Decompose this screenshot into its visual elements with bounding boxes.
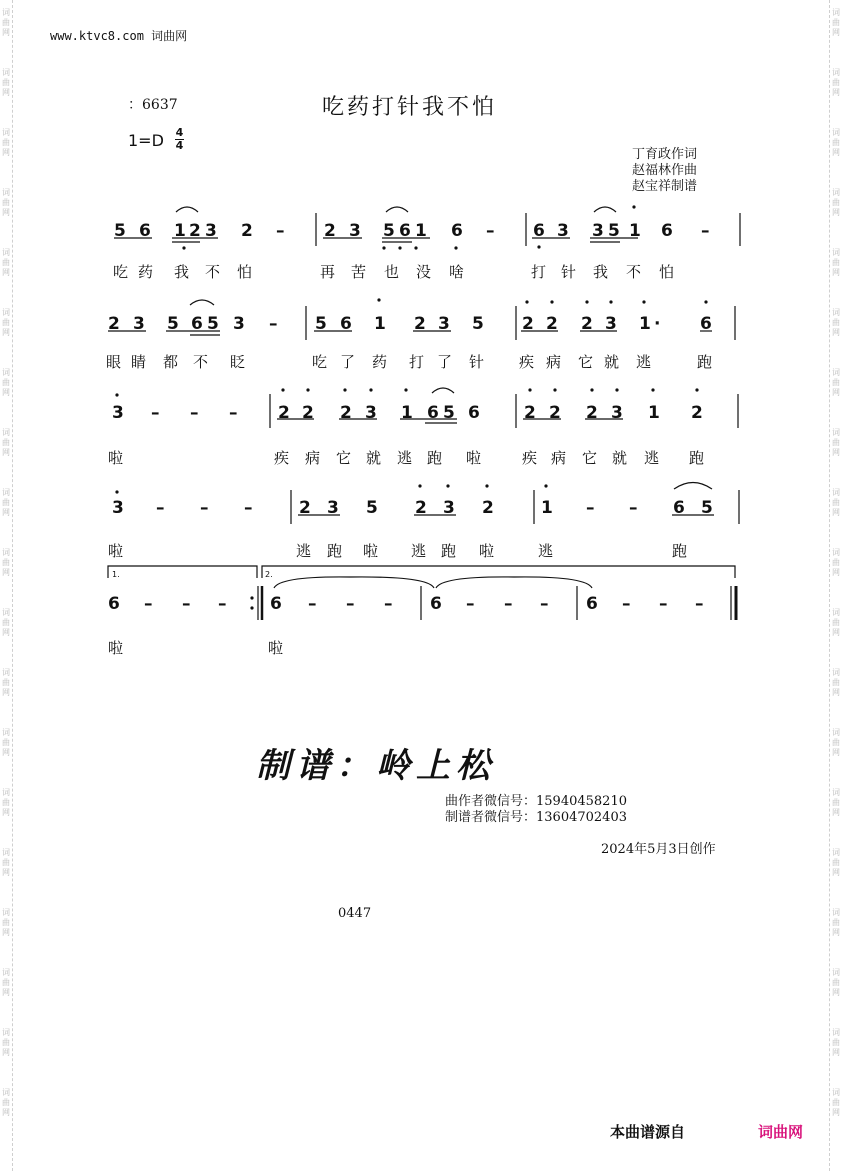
dash: – (695, 594, 704, 614)
note: 1 (541, 498, 553, 518)
watermark-text: 词 曲 网 (832, 1088, 840, 1117)
note: 1 (401, 403, 413, 423)
volta-bracket-1 (108, 566, 257, 578)
watermark-text: 词 曲 网 (832, 668, 840, 697)
lyric: 我 (174, 263, 190, 281)
note: 2 (278, 403, 290, 423)
dash: – (504, 594, 513, 614)
tie (274, 577, 434, 588)
composer-wechat: 曲作者微信号：15940458210 (445, 794, 627, 809)
dash: – (156, 498, 165, 518)
watermark-text: 词 曲 网 (832, 368, 840, 397)
lyric: 我 (593, 263, 609, 281)
note: 3 (112, 498, 124, 518)
lyric: 跑 (327, 542, 343, 560)
lyric: 就 (612, 449, 628, 467)
dot: · (654, 314, 661, 334)
note: 6 (108, 594, 120, 614)
dash: – (346, 594, 355, 614)
lyric: 都 (163, 353, 179, 371)
lyric: 打 (409, 353, 425, 371)
dash: – (182, 594, 191, 614)
lyric: 跑 (697, 353, 713, 371)
note: 5 (472, 314, 484, 334)
transcriber-wechat: 制谱者微信号：13604702403 (445, 810, 627, 825)
lyric: 跑 (689, 449, 705, 467)
note: 6 (673, 498, 685, 518)
lyric: 怕 (237, 263, 253, 281)
key-signature: 1=D (128, 131, 164, 150)
lyric: 逃 (296, 542, 312, 560)
note: 5 (315, 314, 327, 334)
note: 3 (349, 221, 361, 241)
dash: – (229, 403, 238, 423)
lyric: 它 (336, 449, 352, 467)
watermark-text: 词 曲 网 (832, 428, 840, 457)
tie (436, 577, 592, 588)
lyric: 啦 (268, 639, 284, 657)
note: 2 (302, 403, 314, 423)
creation-date: 2024年5月3日创作 (601, 842, 716, 857)
note: 1 (629, 221, 641, 241)
lyric: 睛 (131, 353, 147, 371)
note: 2 (299, 498, 311, 518)
lyric: 怕 (659, 263, 675, 281)
lyric: 没 (416, 263, 432, 281)
transcriber-credit: 赵宝祥制谱 (632, 179, 698, 194)
note: 6 (468, 403, 480, 423)
lyric: 吃 (312, 353, 328, 371)
note: 1 (648, 403, 660, 423)
note: 5 (114, 221, 126, 241)
time-signature-top: 4 (175, 126, 184, 139)
note: 5 (701, 498, 713, 518)
slur (432, 388, 454, 393)
lyric: 病 (546, 353, 562, 371)
note: 2 (415, 498, 427, 518)
lyric: 不 (205, 263, 221, 281)
site-url[interactable]: www.ktvc8.com 词曲网 (50, 29, 188, 43)
note: 3 (133, 314, 145, 334)
lyric: 眨 (230, 353, 246, 371)
watermark-text: 词 曲 网 (2, 548, 10, 577)
note: 3 (112, 403, 124, 423)
lyric: 了 (437, 353, 453, 371)
watermark-text: 词 曲 网 (2, 248, 10, 277)
dash: – (308, 594, 317, 614)
lyric: 病 (305, 449, 321, 467)
note: 6 (270, 594, 282, 614)
lyric: 啦 (108, 639, 124, 657)
note: 6 (586, 594, 598, 614)
note: 3 (557, 221, 569, 241)
lyric: 眼 (106, 353, 122, 371)
lyric: 逃 (644, 449, 660, 467)
watermark-text: 词 曲 网 (832, 848, 840, 877)
dash: – (269, 314, 278, 334)
note: 5 (608, 221, 620, 241)
note: 2 (546, 314, 558, 334)
watermark-text: 词 曲 网 (2, 848, 10, 877)
note: 3 (443, 498, 455, 518)
watermark-text: 词 曲 网 (832, 968, 840, 997)
note: 2 (524, 403, 536, 423)
watermark-text: 词 曲 网 (832, 908, 840, 937)
note: 3 (205, 221, 217, 241)
lyric: 疾 (274, 449, 290, 467)
dash: – (466, 594, 475, 614)
volta-label-1: 1. (112, 570, 120, 579)
note: 2 (581, 314, 593, 334)
note: 6 (430, 594, 442, 614)
lyric: 针 (469, 353, 485, 371)
note: 6 (139, 221, 151, 241)
note: 5 (383, 221, 395, 241)
watermark-text: 词 曲 网 (832, 128, 840, 157)
lyric: 啦 (108, 449, 124, 467)
lyric: 它 (578, 353, 594, 371)
lyric: 跑 (441, 542, 457, 560)
dash: – (384, 594, 393, 614)
note: 5 (366, 498, 378, 518)
watermark-text: 词 曲 网 (832, 788, 840, 817)
note: 2 (691, 403, 703, 423)
lyric: 啦 (479, 542, 495, 560)
dash: – (629, 498, 638, 518)
note: 6 (191, 314, 203, 334)
lyric: 了 (340, 353, 356, 371)
watermark-text: 词 曲 网 (832, 8, 840, 37)
slur (594, 207, 616, 212)
watermark-text: 词 曲 网 (2, 1088, 10, 1117)
note: 5 (207, 314, 219, 334)
note: 2 (108, 314, 120, 334)
note: 5 (167, 314, 179, 334)
note: 3 (592, 221, 604, 241)
lyric: 病 (551, 449, 567, 467)
note: 3 (327, 498, 339, 518)
watermark-text: 词 曲 网 (832, 608, 840, 637)
watermark-text: 词 曲 网 (832, 728, 840, 757)
note: 6 (340, 314, 352, 334)
lyric: 逃 (636, 353, 652, 371)
note: 3 (438, 314, 450, 334)
watermark-text: 词 曲 网 (2, 488, 10, 517)
lyric: 啦 (466, 449, 482, 467)
watermark-text: 词 曲 网 (2, 608, 10, 637)
watermark-text: 词 曲 网 (2, 968, 10, 997)
watermark-text: 词 曲 网 (2, 908, 10, 937)
watermark-text: 词 曲 网 (2, 668, 10, 697)
lyric: 药 (372, 353, 388, 371)
watermark-text: 词 曲 网 (2, 728, 10, 757)
dash: – (144, 594, 153, 614)
dash: – (276, 221, 285, 241)
volta-label-2: 2. (265, 570, 273, 579)
lyric: 就 (604, 353, 620, 371)
dash: – (586, 498, 595, 518)
lyric: 跑 (672, 542, 688, 560)
note: 3 (233, 314, 245, 334)
slur (190, 300, 214, 305)
lyric: 不 (193, 353, 209, 371)
note: 1 (415, 221, 427, 241)
watermark-text: 词 曲 网 (832, 68, 840, 97)
note: 1 (639, 314, 651, 334)
watermark-text: 词 曲 网 (832, 188, 840, 217)
watermark-text: 词 曲 网 (832, 1028, 840, 1057)
sheet-id: ：6637 (128, 97, 178, 113)
dash: – (244, 498, 253, 518)
lyric: 啥 (449, 263, 465, 281)
note: 2 (189, 221, 201, 241)
watermark-text: 词 曲 网 (832, 248, 840, 277)
note: 2 (522, 314, 534, 334)
dash: – (701, 221, 710, 241)
slur (176, 207, 198, 212)
note: 6 (700, 314, 712, 334)
lyric: 它 (582, 449, 598, 467)
lyric: 啦 (108, 542, 124, 560)
watermark-text: 词 曲 网 (2, 1028, 10, 1057)
watermark-text: 词 曲 网 (832, 308, 840, 337)
lyric: 疾 (519, 353, 535, 371)
dash: – (486, 221, 495, 241)
watermark-text: 词 曲 网 (2, 68, 10, 97)
lyricist-credit: 丁育政作词 (632, 147, 698, 162)
source-label: 本曲谱源自 (610, 1123, 686, 1141)
note: 5 (443, 403, 455, 423)
dash: – (540, 594, 549, 614)
note: 2 (241, 221, 253, 241)
watermark-text: 词 曲 网 (2, 188, 10, 217)
lyric: 逃 (411, 542, 427, 560)
note: 2 (549, 403, 561, 423)
lyric: 逃 (538, 542, 554, 560)
lyric: 苦 (351, 263, 367, 281)
note: 2 (586, 403, 598, 423)
watermark-text: 词 曲 网 (2, 128, 10, 157)
volta-bracket-2 (262, 566, 735, 578)
dash: – (151, 403, 160, 423)
composer-credit: 赵福林作曲 (632, 163, 698, 178)
note: 6 (451, 221, 463, 241)
lyric: 不 (626, 263, 642, 281)
note: 2 (340, 403, 352, 423)
lyric: 打 (531, 263, 547, 281)
watermark-text: 词 曲 网 (2, 788, 10, 817)
source-brand-link[interactable]: 词曲网 (758, 1123, 804, 1141)
watermark-text: 词 曲 网 (832, 548, 840, 577)
note: 1 (174, 221, 186, 241)
time-signature-bottom: 4 (175, 139, 184, 152)
lyric: 逃 (397, 449, 413, 467)
note: 2 (324, 221, 336, 241)
lyric: 疾 (522, 449, 538, 467)
note: 2 (482, 498, 494, 518)
note: 6 (399, 221, 411, 241)
page-number: 0447 (338, 906, 372, 921)
lyric: 跑 (427, 449, 443, 467)
lyric: 针 (561, 263, 577, 281)
dash: – (218, 594, 227, 614)
contact-info (445, 794, 627, 826)
lyric: 啦 (363, 542, 379, 560)
lyric: 吃 (113, 263, 129, 281)
dash: – (622, 594, 631, 614)
song-title: 吃药打针我不怕 (322, 95, 498, 120)
watermark-text: 词 曲 网 (2, 8, 10, 37)
watermark-text: 词 曲 网 (2, 368, 10, 397)
arranger-signature: 制谱：岭上松 (256, 746, 496, 786)
dash: – (659, 594, 668, 614)
dash: – (200, 498, 209, 518)
lyric: 也 (384, 263, 400, 281)
note: 3 (611, 403, 623, 423)
note: 1 (374, 314, 386, 334)
note: 6 (427, 403, 439, 423)
watermark-text: 词 曲 网 (832, 488, 840, 517)
lyric: 药 (138, 263, 154, 281)
lyric: 再 (320, 263, 336, 281)
note: 3 (365, 403, 377, 423)
note: 2 (414, 314, 426, 334)
watermark-text: 词 曲 网 (2, 428, 10, 457)
note: 6 (533, 221, 545, 241)
note: 6 (661, 221, 673, 241)
lyric: 就 (366, 449, 382, 467)
slur (386, 207, 408, 212)
watermark-text: 词 曲 网 (2, 308, 10, 337)
note: 3 (605, 314, 617, 334)
slur (674, 483, 712, 490)
dash: – (190, 403, 199, 423)
